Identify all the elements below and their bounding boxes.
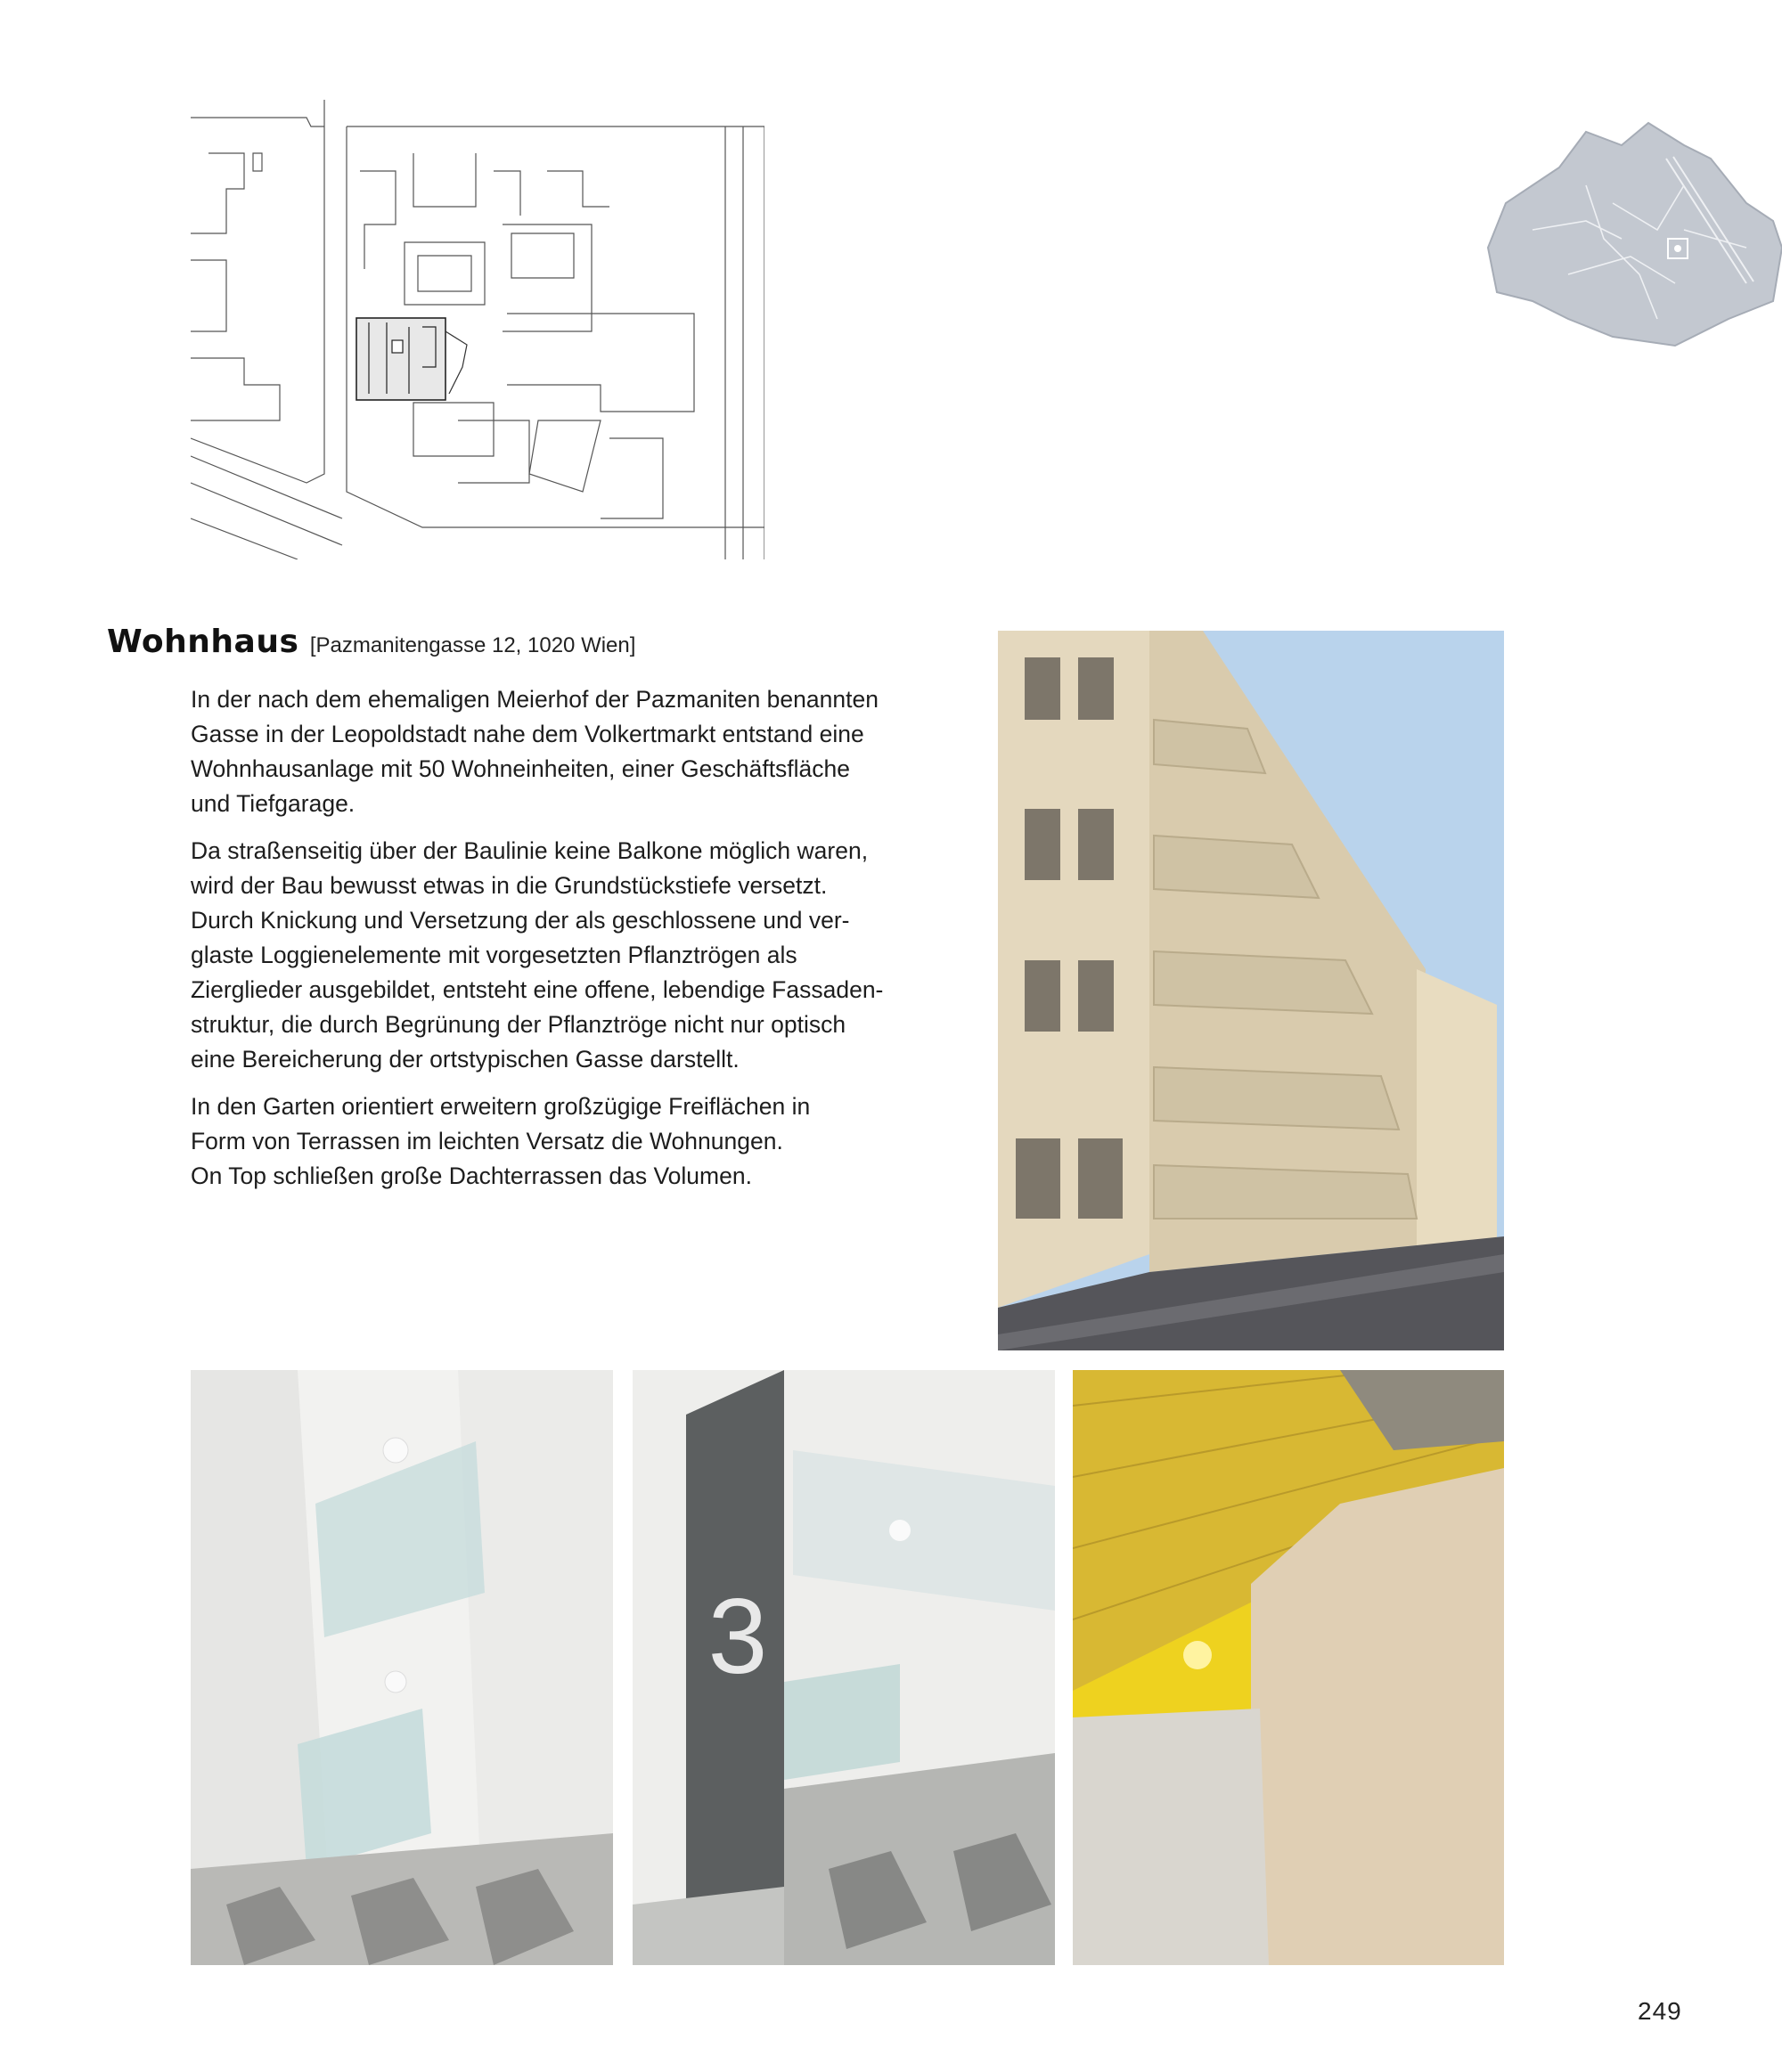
vienna-district-map: [1488, 123, 1782, 346]
project-title: Wohnhaus: [107, 624, 299, 660]
stairwell-number: 3: [707, 1577, 768, 1696]
facade-photo: [998, 631, 1504, 1350]
project-description: [191, 682, 895, 1206]
project-address: [Pazmanitengasse 12, 1020 Wien]: [309, 633, 636, 657]
paragraph-2: Da straßenseitig über der Baulinie keine Balkone möglich waren, wird der Bau bewusst etwas in die Grundstückstiefe versetzt. Durch Knickung und Versetzung der als geschlossene und ver- glaste Loggienelemente mit vorgesetzten Pflanztrögen als Zierglieder ausgebildet, entsteht eine offene, lebendige Fassaden- struktur, die durch Begrünung der Pflanztröge nicht nur optisch eine Bereicherung der ortstypischen Gasse darstellt.: [191, 837, 884, 1073]
project-heading: [107, 624, 635, 660]
page-number: 249: [1638, 1997, 1682, 2025]
paragraph-1: In der nach dem ehemaligen Meierhof der Pazmaniten benannten Gasse in der Leopoldstadt nahe dem Volkertmarkt entstand eine Wohnhausanlage mit 50 Wohneinheiten, einer Geschäftsfläche und Tiefgarage.: [191, 686, 879, 817]
site-plan-drawing: [191, 100, 764, 559]
staircase-photo-1: [191, 1370, 613, 1965]
garage-photo: [1073, 1370, 1504, 1965]
vienna-locator-map: [1479, 96, 1782, 363]
paragraph-3: In den Garten orientiert erweitern großzügige Freiflächen in Form von Terrassen im leichten Versatz die Wohnungen. On Top schließen große Dachterrassen das Volumen.: [191, 1093, 811, 1189]
staircase-photo-2: [633, 1370, 1055, 1965]
